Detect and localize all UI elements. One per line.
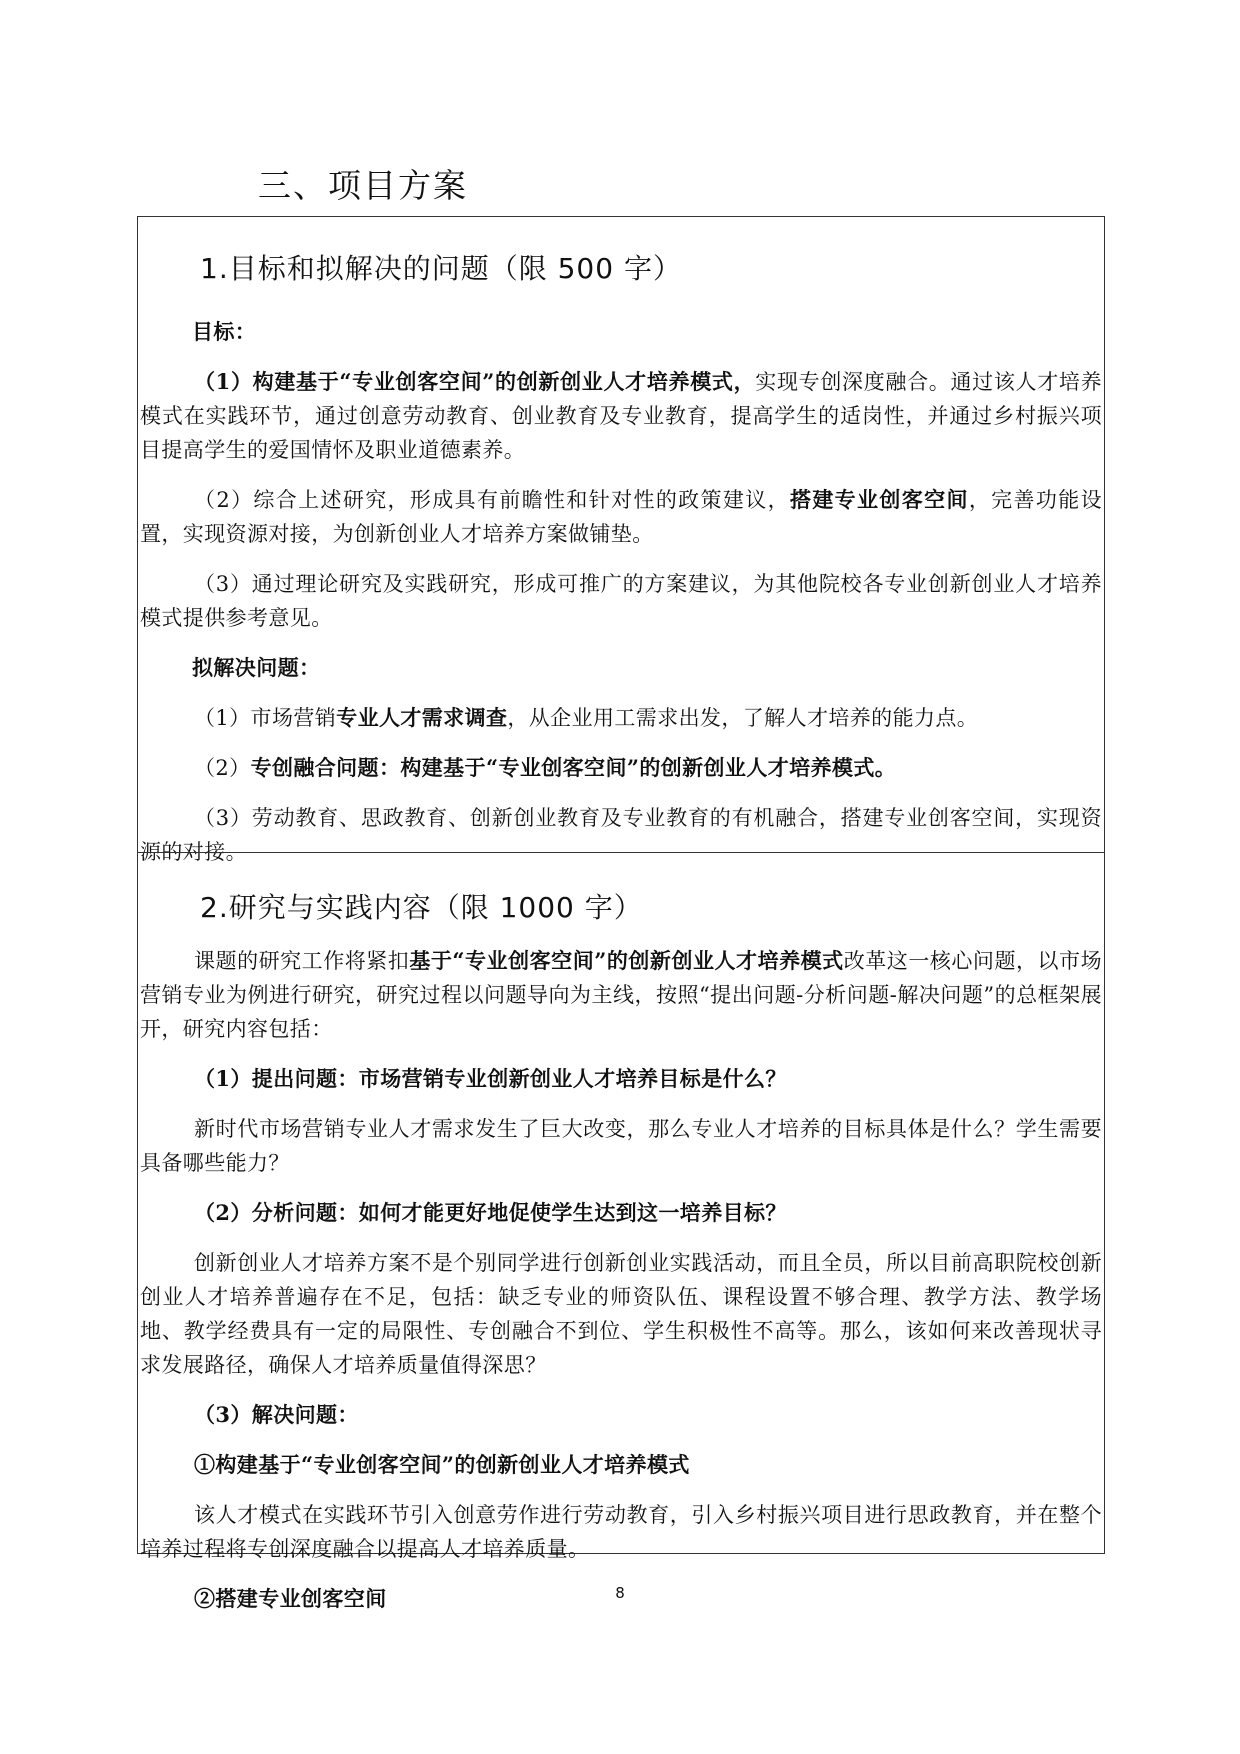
goal-3: （3）通过理论研究及实践研究，形成可推广的方案建议，为其他院校各专业创新创业人才培养模式提供参考意见。 (140, 572, 1102, 630)
goals-label: 目标： (192, 319, 257, 344)
problem-1-text-b: ，从企业用工需求出发，了解人才培养的能力点。 (507, 706, 979, 730)
research-intro-emphasis: 基于“专业创客空间”的创新创业人才培养模式 (409, 948, 844, 973)
problem-1-emphasis: 专业人才需求调查 (336, 705, 508, 730)
question-3-heading (140, 1398, 1102, 1432)
page-number: 8 (615, 1584, 625, 1602)
goal-1 (140, 365, 1102, 467)
problem-3: （3）劳动教育、思政教育、创新创业教育及专业教育的有机融合，搭建专业创客空间，实现资源的对接。 (140, 806, 1102, 864)
section-divider (138, 852, 1104, 853)
section-heading: 三、项目方案 (258, 166, 468, 205)
question-3-heading-text: （3）解决问题： (194, 1402, 359, 1427)
question-1-heading (140, 1062, 1102, 1096)
problem-2 (140, 751, 1102, 785)
question-2-heading (140, 1196, 1102, 1230)
problem-1 (140, 701, 1102, 735)
project-plan-table (137, 216, 1105, 1611)
problem-1-text-a: （1）市场营销 (194, 706, 337, 730)
goals-section-title: 1.目标和拟解决的问题（限 500 字） (200, 252, 682, 285)
question-2-heading-text: （2）分析问题：如何才能更好地促使学生达到这一培养目标？ (194, 1200, 787, 1225)
solution-1-heading (140, 1448, 1102, 1482)
research-intro-text-b: 改革这一核心问题，以市场营销专业为例进行研究，研究过程以问题导向为主线，按照“提出问题-分析问题-解决问题”的总框架展开，研究内容包括： (140, 949, 1102, 1041)
problem-2-emphasis: 专创融合问题：构建基于“专业创客空间”的创新创业人才培养模式。 (250, 755, 897, 780)
goal-1-emphasis: （1）构建基于“专业创客空间”的创新创业人才培养模式， (194, 369, 756, 394)
research-intro-text-a: 课题的研究工作将紧扣 (194, 949, 410, 973)
problems-label: 拟解决问题： (192, 655, 321, 680)
research-section-title: 2.研究与实践内容（限 1000 字） (200, 891, 643, 924)
question-1-text: 新时代市场营销专业人才需求发生了巨大改变，那么专业人才培养的目标具体是什么？学生需要具备哪些能力？ (140, 1117, 1102, 1175)
solution-1-text: 该人才模式在实践环节引入创意劳作进行劳动教育，引入乡村振兴项目进行思政教育，并在整个培养过程将专创深度融合以提高人才培养质量。 (140, 1503, 1102, 1561)
question-2-text: 创新创业人才培养方案不是个别同学进行创新创业实践活动，而且全员，所以目前高职院校创新创业人才培养普遍存在不足，包括：缺乏专业的师资队伍、课程设置不够合理、教学方法、教学场地、教学经费具有一定的局限性、专创融合不到位、学生积极性不高等。那么，该如何来改善现状寻求发展路径，确保人才培养质量值得深思？ (140, 1251, 1102, 1377)
goal-2-emphasis: 搭建专业创客空间 (789, 487, 969, 512)
goal-2-text-b: ，完善功能设置，实现资源对接，为创新创业人才培养方案做铺垫。 (140, 488, 1102, 546)
question-1-heading-text: （1）提出问题：市场营销专业创新创业人才培养目标是什么？ (194, 1066, 787, 1091)
goal-2-text-a: （2）综合上述研究，形成具有前瞻性和针对性的政策建议， (194, 488, 790, 512)
goals-section (138, 217, 1104, 869)
goal-1-text: 实现专创深度融合。通过该人才培养模式在实践环节，通过创意劳动教育、创业教育及专业教育，提高学生的适岗性，并通过乡村振兴项目提高学生的爱国情怀及职业道德素养。 (140, 370, 1102, 462)
research-section (138, 854, 1104, 1616)
research-intro (140, 944, 1102, 1046)
solution-2-heading-text: ②搭建专业创客空间 (194, 1586, 387, 1611)
solution-1-heading-text: ①构建基于“专业创客空间”的创新创业人才培养模式 (194, 1452, 690, 1477)
problem-2-text-a: （2） (194, 756, 251, 780)
goal-2 (140, 483, 1102, 551)
